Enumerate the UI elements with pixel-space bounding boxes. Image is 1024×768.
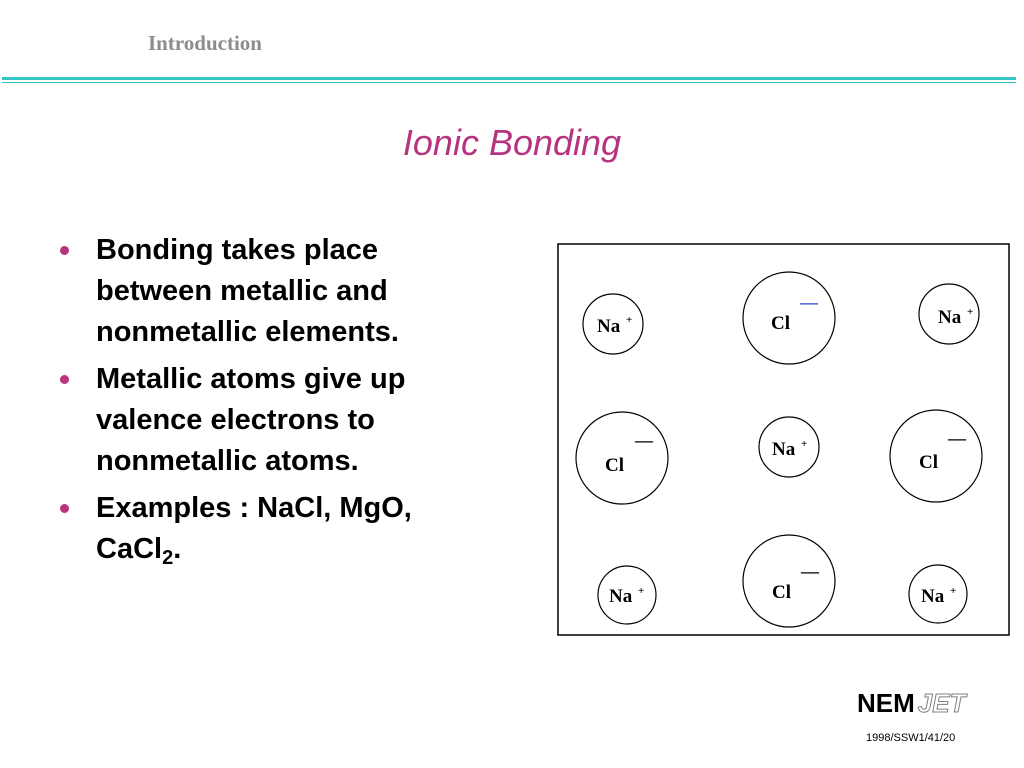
chloride-ion-label: Cl — [605, 455, 624, 476]
sodium-ion-charge: + — [626, 314, 633, 326]
bullet-text-end: . — [173, 533, 182, 565]
nemjet-logo — [857, 688, 965, 719]
chloride-ion-charge: — — [801, 561, 819, 581]
bullet-text: Bonding takes place between metallic and nonmetallic elements. — [96, 234, 399, 348]
sodium-ion-label: Na — [609, 586, 633, 607]
logo-text-nem: NEM — [857, 688, 915, 718]
sodium-ion-label: Na — [597, 316, 621, 337]
sodium-ion-label: Na — [938, 307, 962, 328]
bullet-list — [56, 230, 496, 576]
header-rule — [2, 77, 1016, 80]
bullet-dot-icon — [60, 375, 69, 384]
subscript: 2 — [162, 547, 174, 569]
chloride-ion-label: Cl — [919, 452, 938, 473]
bullet-dot-icon — [60, 504, 69, 513]
header-rule-thin — [2, 82, 1016, 83]
sodium-ion-charge: + — [950, 585, 957, 597]
bullet-item — [56, 488, 496, 570]
bullet-item — [56, 359, 496, 482]
ionic-lattice-diagram — [557, 243, 1011, 637]
sodium-ion-charge: + — [638, 585, 645, 597]
sodium-ion-charge: + — [967, 306, 974, 318]
chloride-ion-charge: — — [948, 428, 966, 448]
sodium-ion-label: Na — [772, 439, 796, 460]
slide-code: 1998/SSW1/41/20 — [866, 732, 956, 744]
slide-title: Ionic Bonding — [402, 122, 622, 163]
bullet-dot-icon — [60, 246, 69, 255]
chloride-ion-charge: — — [800, 292, 818, 312]
sodium-ion-label: Na — [921, 586, 945, 607]
sodium-ion-charge: + — [801, 438, 808, 450]
chloride-ion-label: Cl — [771, 313, 790, 334]
bullet-text: Examples : NaCl, MgO, CaCl — [96, 492, 412, 565]
chloride-ion-circle — [743, 535, 835, 627]
logo-text-jet: JET — [917, 688, 966, 718]
chloride-ion-label: Cl — [772, 582, 791, 603]
section-label: Introduction — [148, 31, 262, 55]
chloride-ion-charge: — — [635, 430, 653, 450]
bullet-text: Metallic atoms give up valence electrons to nonmetallic atoms. — [96, 363, 406, 477]
bullet-item — [56, 230, 496, 353]
